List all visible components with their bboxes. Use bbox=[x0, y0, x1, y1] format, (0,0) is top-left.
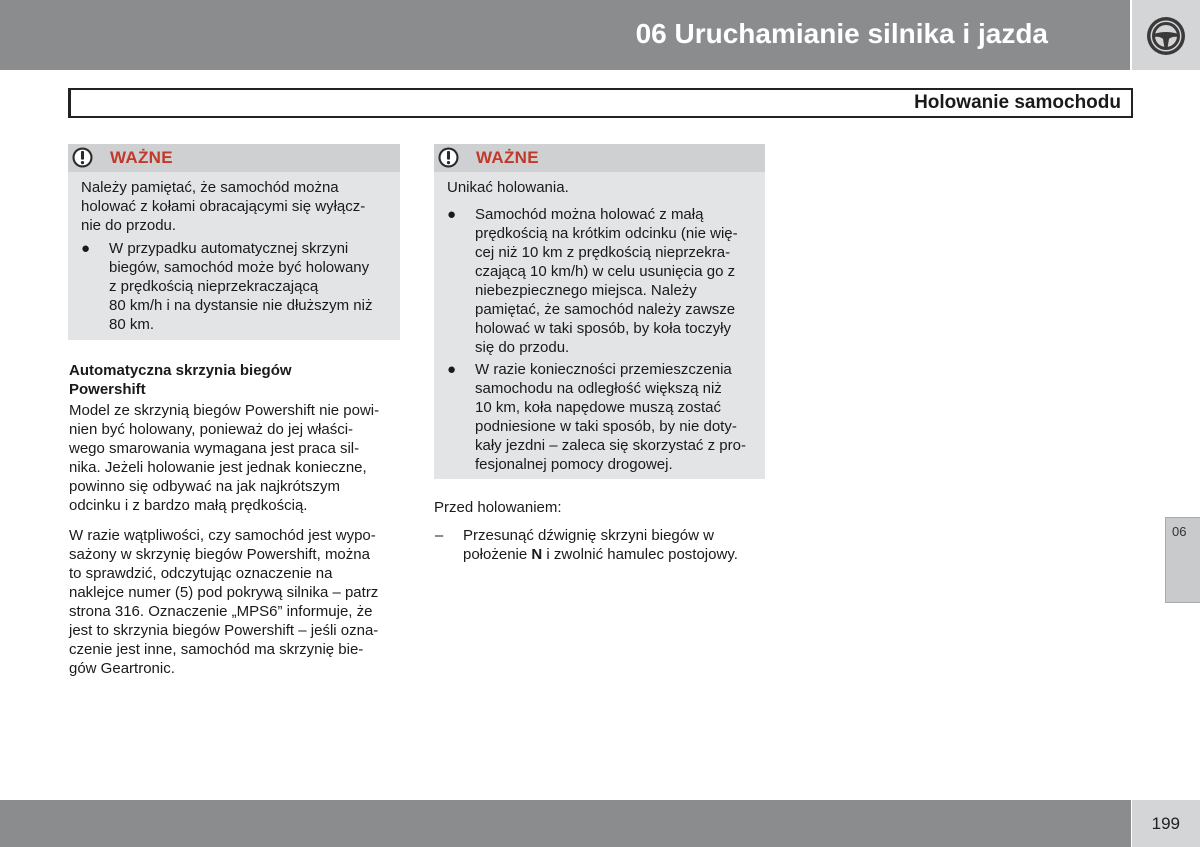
side-tab-label: 06 bbox=[1172, 524, 1187, 539]
powershift-paragraph-2: W razie wątpliwości, czy samochód jest wypo- sażony w skrzynię biegów Powershift, można to sprawdzić, odczytując oznaczenie na naklejce numer (5) pod pokrywą silnika – patrz strona 316. Oznaczenie „MPS6” informuje, że jest to skrzynia biegów Powershift – jeśli ozna- czenie jest inne, samochód ma skrzynię bie- gów Geartronic. bbox=[69, 527, 379, 677]
section-title-box bbox=[68, 88, 1133, 118]
chapter-title: 06 Uruchamianie silnika i jazda bbox=[635, 18, 1048, 49]
warning-intro: Należy pamiętać, że samochód można holować z kołami obracającymi się wyłącz- nie do przodu. bbox=[81, 179, 366, 234]
section-title: Holowanie samochodu bbox=[914, 92, 1121, 113]
chapter-side-tab bbox=[1165, 517, 1200, 603]
chapter-icon-box bbox=[1132, 0, 1200, 70]
warning-header bbox=[434, 144, 765, 172]
gear-position-n: N bbox=[531, 546, 543, 563]
exclamation-icon bbox=[72, 147, 93, 168]
warning-title: WAŻNE bbox=[110, 148, 173, 167]
powershift-heading: Automatyczna skrzynia biegów Powershift bbox=[69, 362, 292, 398]
chapter-header bbox=[0, 0, 1130, 70]
page-number: 199 bbox=[1151, 814, 1180, 833]
powershift-paragraph-1: Model ze skrzynią biegów Powershift nie powi- nien być holowany, ponieważ do jej właści- wego smarowania wymagana jest praca sil- nika. Jeżeli holowanie jest jednak konieczne, powinno się odbywać na jak najkrótszym odcinku i z bardzo małą prędkością. bbox=[69, 402, 380, 514]
warning-intro: Unikać holowania. bbox=[447, 179, 569, 196]
right-warning-box: WAŻNE Unikać holowania. ● Samochód można holować z małą prędkością na krótkim odcinku (nie wię- cej niż 10 km z prędkością nieprzekra- czającą 10 km/h) w celu usunięcia go z niebezpiecznego miejsca. Należy pamiętać, że samochód należy zawsze holować w taki sposób, by koła toczyły się do przodu. ● W razie konieczności przemieszczenia samochodu na odległość większą niż 10 km, koła napędowe muszą zostać podniesione w taki sposób, by nie doty- kały jezdni – zaleca się skorzystać z pro- fesjonalnej pomocy drogowej. bbox=[434, 144, 765, 479]
bullet-dot: ● bbox=[447, 361, 457, 378]
left-warning-box: WAŻNE Należy pamiętać, że samochód można holować z kołami obracającymi się wyłącz- nie do przodu. ● W przypadku automatycznej skrzyni biegów, samochód może być holowany z prędkością nieprzekraczającą 80 km/h i na dystansie nie dłuższym niż 80 km. bbox=[68, 144, 400, 340]
warning-title: WAŻNE bbox=[476, 148, 539, 167]
page-number-box bbox=[1132, 800, 1200, 847]
exclamation-icon bbox=[438, 147, 459, 168]
steering-wheel-icon bbox=[1145, 15, 1187, 57]
bullet-dot: ● bbox=[81, 240, 91, 257]
warning-header bbox=[68, 144, 400, 172]
before-towing-label: Przed holowaniem: bbox=[434, 499, 562, 516]
dash-marker: – bbox=[435, 527, 444, 544]
bullet-dot: ● bbox=[447, 206, 457, 223]
footer-bar bbox=[0, 800, 1131, 847]
